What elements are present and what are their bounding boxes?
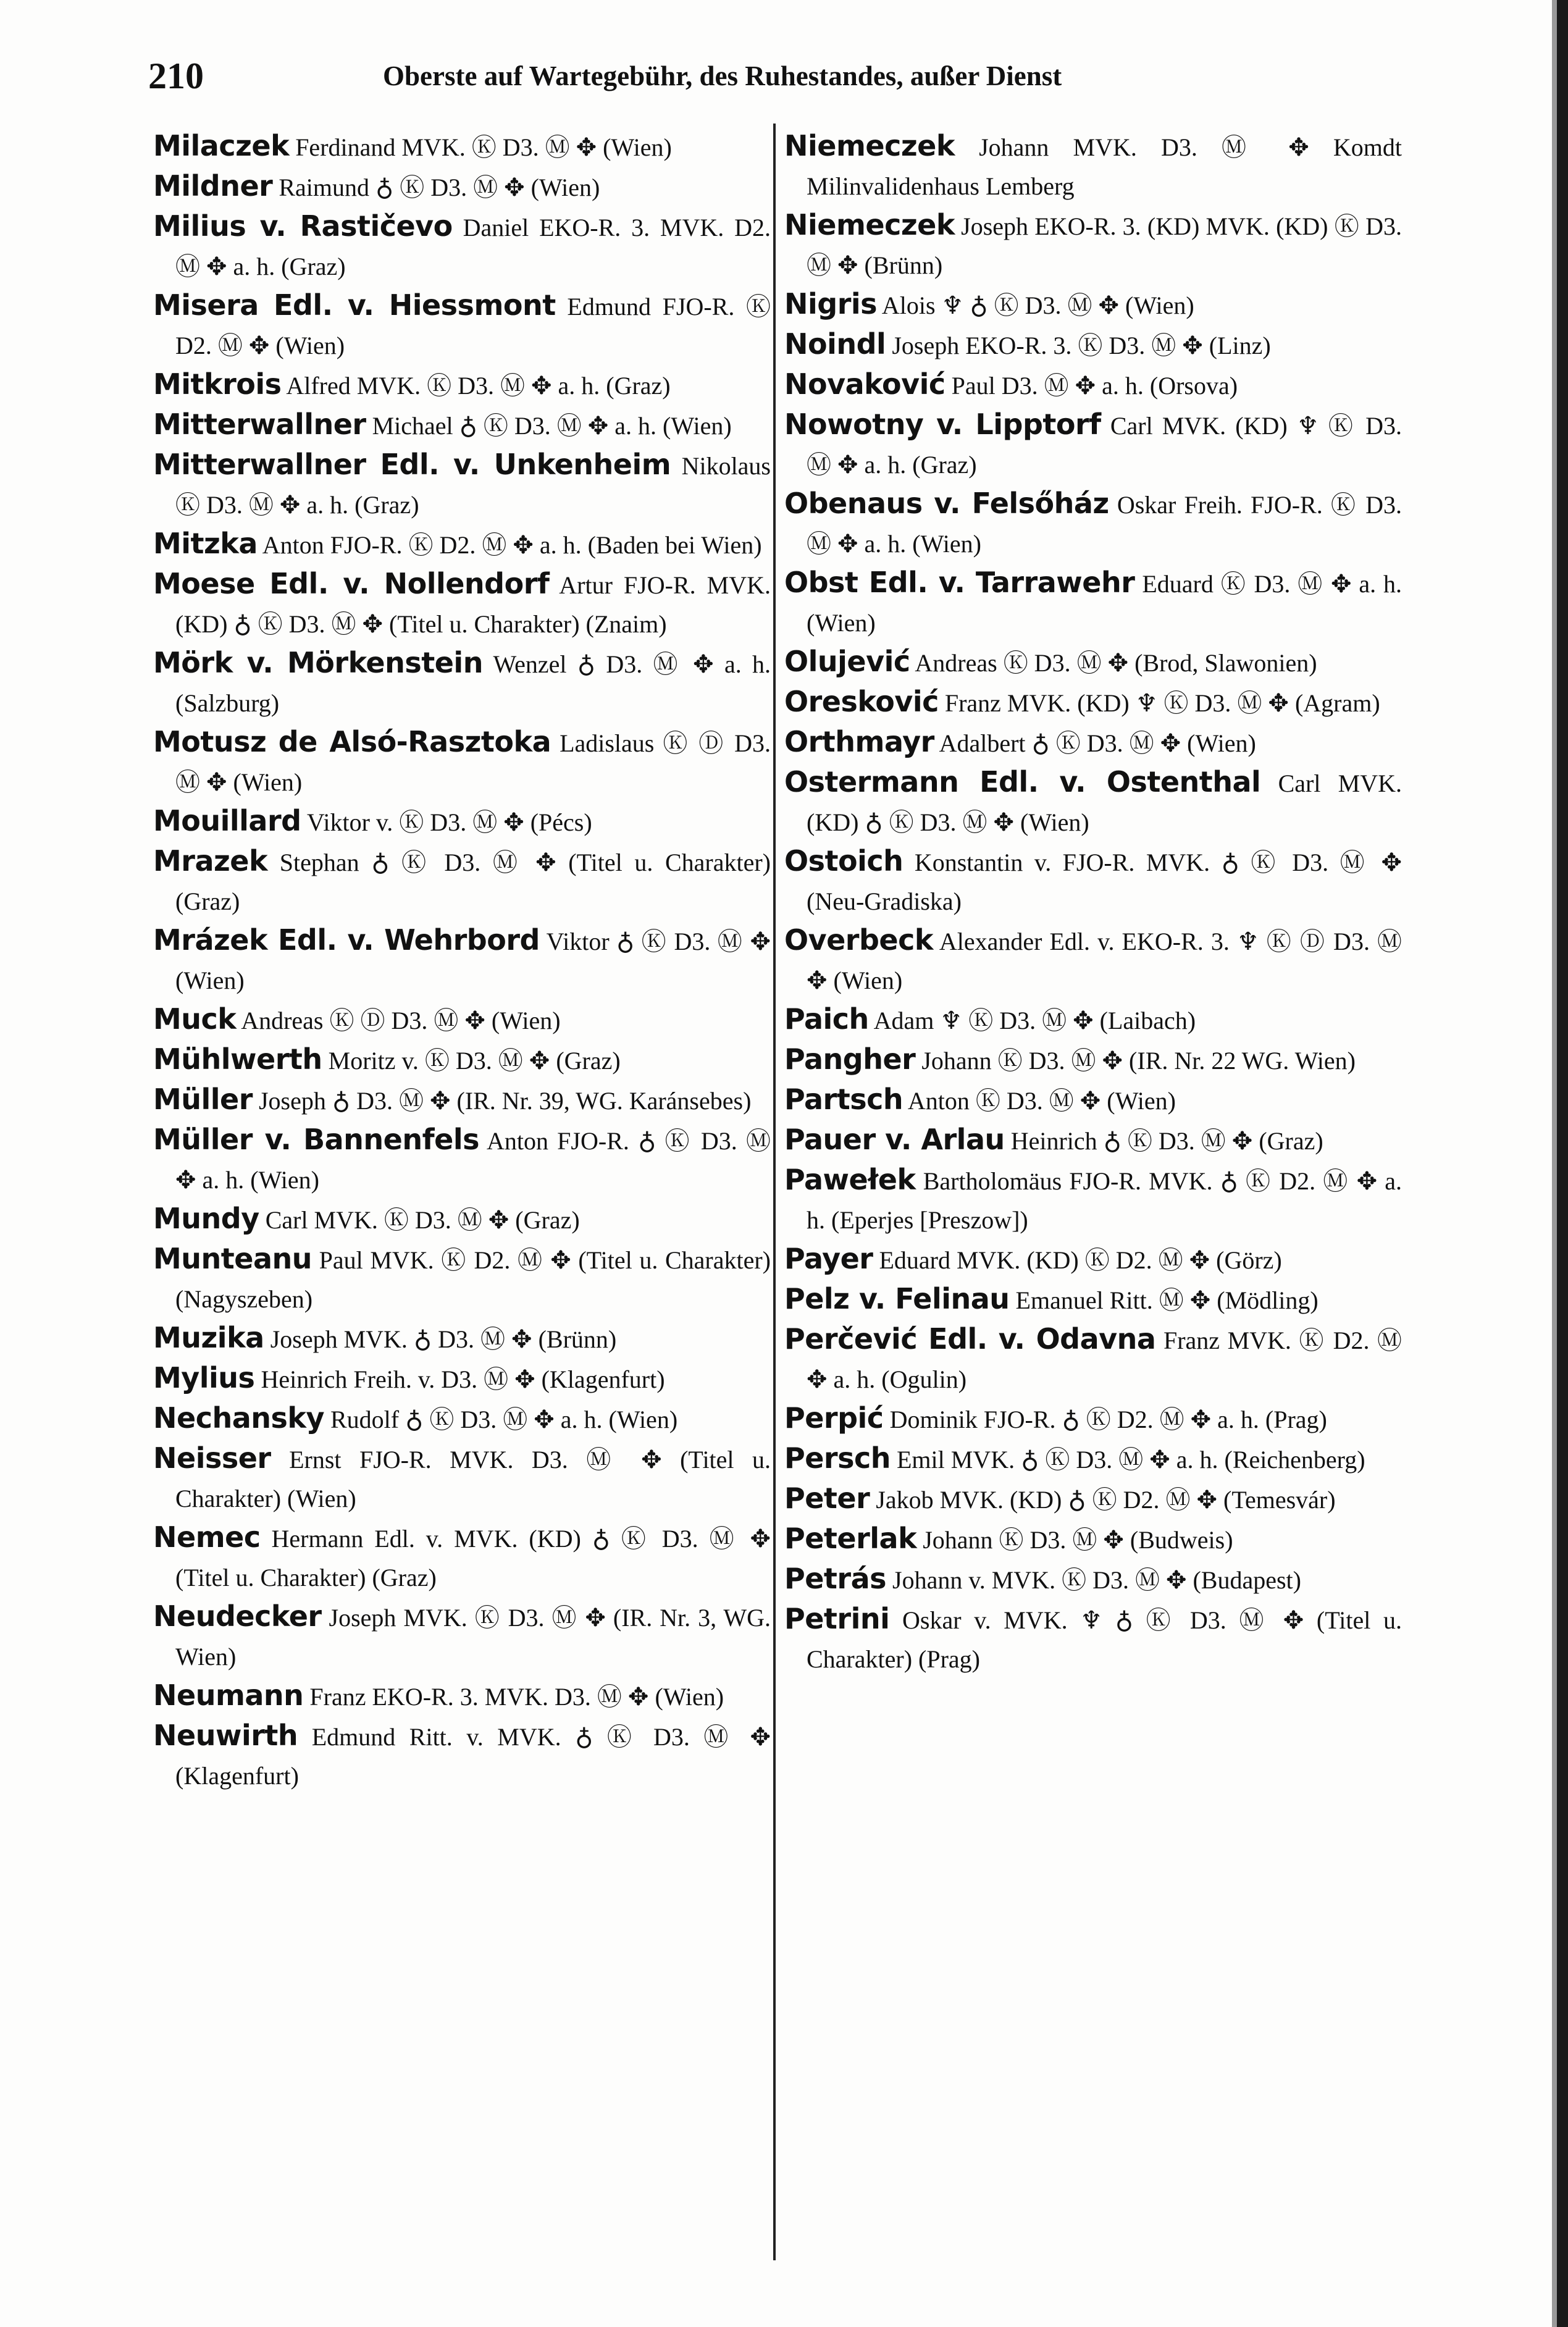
directory-entry [784, 1439, 1402, 1479]
entry-details: Franz MVK. (KD) ♆ Ⓚ D3. Ⓜ ✥ (Agram) [944, 689, 1380, 717]
directory-entry [784, 1040, 1402, 1080]
entry-details: Daniel EKO-R. 3. MVK. D2. Ⓜ ✥ a. h. (Graz) [175, 214, 771, 280]
directory-entry [153, 365, 771, 405]
directory-entry [784, 763, 1402, 842]
entry-details: Michael ♁ Ⓚ D3. Ⓜ ✥ a. h. (Wien) [372, 412, 732, 440]
entry-details: Emil MVK. ♁ Ⓚ D3. Ⓜ ✥ a. h. (Reichenberg) [897, 1446, 1365, 1474]
entry-details: Carl MVK. (KD) ♁ Ⓚ D3. Ⓜ ✥ (Wien) [807, 769, 1402, 836]
directory-entry [153, 1239, 771, 1319]
entry-details: Stephan ♁ Ⓚ D3. Ⓜ ✥ (Titel u. Charakter) (Graz) [175, 849, 771, 915]
entry-surname: Mitterwallner Edl. v. Unkenheim [153, 448, 671, 481]
entry-details: Anton FJO-R. Ⓚ D2. Ⓜ ✥ a. h. (Baden bei Wien) [262, 531, 762, 559]
entry-details: Ferdinand MVK. Ⓚ D3. Ⓜ ✥ (Wien) [295, 133, 672, 161]
entry-surname: Mitkrois [153, 367, 282, 401]
entry-details: Anton FJO-R. ♁ Ⓚ D3. Ⓜ ✥ a. h. (Wien) [175, 1127, 771, 1194]
directory-entry [784, 921, 1402, 1000]
entry-details: Joseph MVK. Ⓚ D3. Ⓜ ✥ (IR. Nr. 3, WG. Wien) [175, 1604, 771, 1671]
entry-surname: Novaković [784, 367, 945, 401]
entry-surname: Partsch [784, 1083, 903, 1116]
directory-entry [784, 206, 1402, 285]
directory-entry [153, 127, 771, 167]
entry-details: Carl MVK. (KD) ♆ Ⓚ D3. Ⓜ ✥ a. h. (Graz) [807, 412, 1402, 479]
entry-details: Wenzel ♁ D3. Ⓜ ✥ a. h. (Salzburg) [175, 650, 771, 717]
entry-details: Ladislaus Ⓚ Ⓓ D3. Ⓜ ✥ (Wien) [175, 729, 771, 796]
entry-surname: Motusz de Alsó-Rasztoka [153, 725, 551, 758]
directory-entry [153, 564, 771, 644]
entry-surname: Neuwirth [153, 1719, 298, 1752]
page-edge-shadow [1552, 0, 1557, 2327]
entry-details: Carl MVK. Ⓚ D3. Ⓜ ✥ (Graz) [265, 1206, 580, 1234]
entry-surname: Olujević [784, 645, 910, 678]
directory-entry [784, 1519, 1402, 1559]
directory-entry [153, 207, 771, 286]
entry-surname: Misera Edl. v. Hiessmont [153, 288, 556, 322]
entry-details: Moritz v. Ⓚ D3. Ⓜ ✥ (Graz) [328, 1047, 621, 1075]
entry-details: Paul D3. Ⓜ ✥ a. h. (Orsova) [951, 372, 1238, 400]
entry-details: Johann v. MVK. Ⓚ D3. Ⓜ ✥ (Budapest) [892, 1566, 1301, 1594]
directory-entry [153, 1399, 771, 1439]
entry-details: Joseph EKO-R. 3. Ⓚ D3. Ⓜ ✥ (Linz) [892, 332, 1271, 359]
entry-surname: Neisser [153, 1441, 271, 1475]
entry-details: Franz MVK. Ⓚ D2. Ⓜ ✥ a. h. (Ogulin) [807, 1327, 1402, 1393]
directory-entry [153, 921, 771, 1000]
directory-entry [784, 682, 1402, 723]
column-divider [773, 124, 776, 2260]
entry-surname: Moese Edl. v. Nollendorf [153, 567, 550, 600]
entry-surname: Mrazek [153, 844, 268, 878]
directory-entry [153, 1040, 771, 1080]
directory-entry [784, 1160, 1402, 1239]
entry-details: Raimund ♁ Ⓚ D3. Ⓜ ✥ (Wien) [279, 174, 600, 201]
entry-surname: Peterlak [784, 1522, 917, 1555]
entry-surname: Müller [153, 1083, 253, 1116]
entry-details: Andreas Ⓚ D3. Ⓜ ✥ (Brod, Slawonien) [915, 649, 1317, 677]
entry-surname: Mouillard [153, 804, 301, 837]
left-column [153, 127, 771, 2263]
entry-details: Eduard MVK. (KD) Ⓚ D2. Ⓜ ✥ (Görz) [879, 1246, 1282, 1274]
directory-entry [784, 127, 1402, 206]
directory-entry [784, 1000, 1402, 1040]
directory-entry [784, 1320, 1402, 1399]
entry-details: Adalbert ♁ Ⓚ D3. Ⓜ ✥ (Wien) [939, 729, 1256, 757]
entry-details: Emanuel Ritt. Ⓜ ✥ (Mödling) [1015, 1286, 1319, 1314]
entry-surname: Obst Edl. v. Tarrawehr [784, 566, 1135, 599]
entry-details: Joseph ♁ D3. Ⓜ ✥ (IR. Nr. 39, WG. Karánsebes) [258, 1087, 752, 1115]
directory-entry [153, 842, 771, 921]
running-title: Oberste auf Wartegebühr, des Ruhestandes, außer Dienst [383, 61, 1062, 91]
entry-surname: Mylius [153, 1361, 255, 1394]
directory-entry [153, 1518, 771, 1597]
entry-details: Hermann Edl. v. MVK. (KD) ♁ Ⓚ D3. Ⓜ ✥ (Titel u. Charakter) (Graz) [175, 1525, 771, 1591]
entry-surname: Mitzka [153, 527, 258, 560]
page-header [148, 48, 1149, 104]
entry-surname: Ostoich [784, 844, 903, 878]
directory-entry [153, 1319, 771, 1359]
entry-details: Alois ♆ ♁ Ⓚ D3. Ⓜ ✥ (Wien) [881, 291, 1194, 319]
entry-surname: Niemeczek [784, 208, 955, 241]
entry-surname: Pauer v. Arlau [784, 1123, 1005, 1156]
entry-details: Bartholomäus FJO-R. MVK. ♁ Ⓚ D2. Ⓜ ✥ a. h. (Eperjes [Preszow]) [807, 1167, 1402, 1234]
entry-surname: Mitterwallner [153, 408, 366, 441]
entry-surname: Neudecker [153, 1600, 322, 1633]
entry-details: Adam ♆ Ⓚ D3. Ⓜ ✥ (Laibach) [873, 1007, 1196, 1034]
directory-entry [784, 285, 1402, 325]
directory-entry [153, 1676, 771, 1716]
entry-surname: Pangher [784, 1042, 916, 1076]
directory-entry [784, 365, 1402, 405]
entry-details: Heinrich Freih. v. D3. Ⓜ ✥ (Klagenfurt) [261, 1365, 665, 1393]
entry-surname: Noindl [784, 327, 886, 361]
entry-surname: Oresković [784, 685, 939, 718]
entry-details: Dominik FJO-R. ♁ Ⓚ D2. Ⓜ ✥ a. h. (Prag) [889, 1406, 1327, 1433]
entry-surname: Mildner [153, 169, 273, 203]
entry-details: Nikolaus Ⓚ D3. Ⓜ ✥ a. h. (Graz) [175, 452, 771, 519]
entry-surname: Petrini [784, 1602, 890, 1635]
entry-details: Anton Ⓚ D3. Ⓜ ✥ (Wien) [907, 1087, 1176, 1115]
directory-entry [153, 1439, 771, 1518]
entry-surname: Peter [784, 1482, 870, 1515]
directory-entry [784, 1559, 1402, 1600]
directory-entry [784, 484, 1402, 563]
entry-surname: Neumann [153, 1679, 304, 1712]
entry-surname: Paich [784, 1002, 869, 1036]
entry-details: Andreas Ⓚ Ⓓ D3. Ⓜ ✥ (Wien) [241, 1007, 561, 1034]
directory-entry [153, 1716, 771, 1795]
entry-details: Ernst FJO-R. MVK. D3. Ⓜ ✥ (Titel u. Charakter) (Wien) [175, 1446, 771, 1512]
entry-details: Oskar v. MVK. ♆ ♁ Ⓚ D3. Ⓜ ✥ (Titel u. Charakter) (Prag) [807, 1606, 1402, 1673]
entry-surname: Niemeczek [784, 129, 955, 162]
directory-entry [153, 1000, 771, 1040]
entry-surname: Payer [784, 1242, 873, 1275]
right-column [784, 127, 1402, 2263]
entry-details: Alfred MVK. Ⓚ D3. Ⓜ ✥ a. h. (Graz) [286, 372, 671, 400]
entry-details: Konstantin v. FJO-R. MVK. ♁ Ⓚ D3. Ⓜ ✥ (Neu-Gradiska) [807, 849, 1402, 915]
entry-surname: Ostermann Edl. v. Ostenthal [784, 765, 1261, 799]
directory-entry [784, 642, 1402, 682]
directory-entry [153, 286, 771, 365]
entry-surname: Nemec [153, 1520, 261, 1554]
entry-surname: Perčević Edl. v. Odavna [784, 1322, 1156, 1356]
directory-entry [784, 1239, 1402, 1280]
entry-details: Joseph EKO-R. 3. (KD) MVK. (KD) Ⓚ D3. Ⓜ ✥ (Brünn) [807, 212, 1402, 279]
entry-surname: Mrázek Edl. v. Wehrbord [153, 923, 540, 957]
directory-entry [784, 1479, 1402, 1519]
directory-entry [153, 644, 771, 723]
entry-surname: Pawełek [784, 1163, 916, 1196]
entry-details: Paul MVK. Ⓚ D2. Ⓜ ✥ (Titel u. Charakter) (Nagyszeben) [175, 1246, 771, 1313]
entry-surname: Mühlwerth [153, 1042, 322, 1076]
entry-details: Eduard Ⓚ D3. Ⓜ ✥ a. h. (Wien) [807, 570, 1402, 637]
entry-surname: Müller v. Bannenfels [153, 1123, 479, 1156]
entry-details: Artur FJO-R. MVK. (KD) ♁ Ⓚ D3. Ⓜ ✥ (Titel u. Charakter) (Znaim) [175, 571, 771, 638]
directory-entry [153, 445, 771, 524]
directory-entry [784, 1399, 1402, 1439]
directory-entry [784, 405, 1402, 484]
entry-details: Joseph MVK. ♁ D3. Ⓜ ✥ (Brünn) [270, 1325, 617, 1353]
directory-entry [784, 1600, 1402, 1679]
entry-details: Franz EKO-R. 3. MVK. D3. Ⓜ ✥ (Wien) [309, 1683, 724, 1711]
directory-entry [784, 842, 1402, 921]
entry-surname: Orthmayr [784, 725, 934, 758]
directory-entry [153, 1080, 771, 1120]
entry-surname: Perpić [784, 1401, 884, 1435]
entry-details: Alexander Edl. v. EKO-R. 3. ♆ Ⓚ Ⓓ D3. Ⓜ ✥ (Wien) [807, 928, 1402, 994]
entry-surname: Milius v. Rastičevo [153, 209, 453, 243]
entry-details: Edmund FJO-R. Ⓚ D2. Ⓜ ✥ (Wien) [175, 293, 771, 359]
entry-details: Oskar Freih. FJO-R. Ⓚ D3. Ⓜ ✥ a. h. (Wien) [807, 491, 1402, 558]
entry-surname: Overbeck [784, 923, 933, 957]
entry-surname: Nigris [784, 287, 878, 321]
page-number: 210 [148, 56, 204, 96]
entry-surname: Nechansky [153, 1401, 324, 1435]
directory-entry [784, 1280, 1402, 1320]
entry-surname: Petrás [784, 1562, 887, 1595]
entry-details: Viktor v. Ⓚ D3. Ⓜ ✥ (Pécs) [306, 808, 592, 836]
directory-entry [153, 405, 771, 445]
entry-details: Johann MVK. D3. Ⓜ ✥ Komdt Milinvalidenhaus Lemberg [807, 133, 1402, 200]
entry-details: Jakob MVK. (KD) ♁ Ⓚ D2. Ⓜ ✥ (Temesvár) [876, 1486, 1336, 1514]
entry-details: Rudolf ♁ Ⓚ D3. Ⓜ ✥ a. h. (Wien) [330, 1406, 678, 1433]
entry-surname: Pelz v. Felinau [784, 1282, 1010, 1315]
entry-details: Edmund Ritt. v. MVK. ♁ Ⓚ D3. Ⓜ ✥ (Klagenfurt) [175, 1723, 771, 1790]
directory-entry [153, 1359, 771, 1399]
entry-surname: Milaczek [153, 129, 290, 162]
directory-entry [784, 563, 1402, 642]
directory-entry [153, 1120, 771, 1199]
directory-entry [153, 1199, 771, 1239]
entry-details: Viktor ♁ Ⓚ D3. Ⓜ ✥ (Wien) [175, 928, 771, 994]
entry-details: Johann Ⓚ D3. Ⓜ ✥ (Budweis) [923, 1526, 1233, 1554]
directory-entry [153, 1597, 771, 1676]
directory-entry [784, 1080, 1402, 1120]
directory-entry [153, 167, 771, 207]
page-edge [1557, 0, 1568, 2327]
directory-entry [153, 524, 771, 564]
entry-details: Heinrich ♁ Ⓚ D3. Ⓜ ✥ (Graz) [1010, 1127, 1323, 1155]
directory-entry [153, 802, 771, 842]
directory-entry [784, 723, 1402, 763]
directory-entry [153, 723, 771, 802]
entry-details: Johann Ⓚ D3. Ⓜ ✥ (IR. Nr. 22 WG. Wien) [921, 1047, 1356, 1075]
entry-surname: Munteanu [153, 1242, 312, 1275]
entry-surname: Nowotny v. Lipptorf [784, 408, 1101, 441]
directory-entry [784, 1120, 1402, 1160]
entry-surname: Mörk v. Mörkenstein [153, 646, 483, 679]
entry-surname: Persch [784, 1441, 891, 1475]
entry-surname: Mundy [153, 1202, 259, 1235]
directory-entry [784, 325, 1402, 365]
entry-surname: Muzika [153, 1321, 264, 1354]
entry-surname: Obenaus v. Felsőház [784, 487, 1109, 520]
entry-surname: Muck [153, 1002, 237, 1036]
